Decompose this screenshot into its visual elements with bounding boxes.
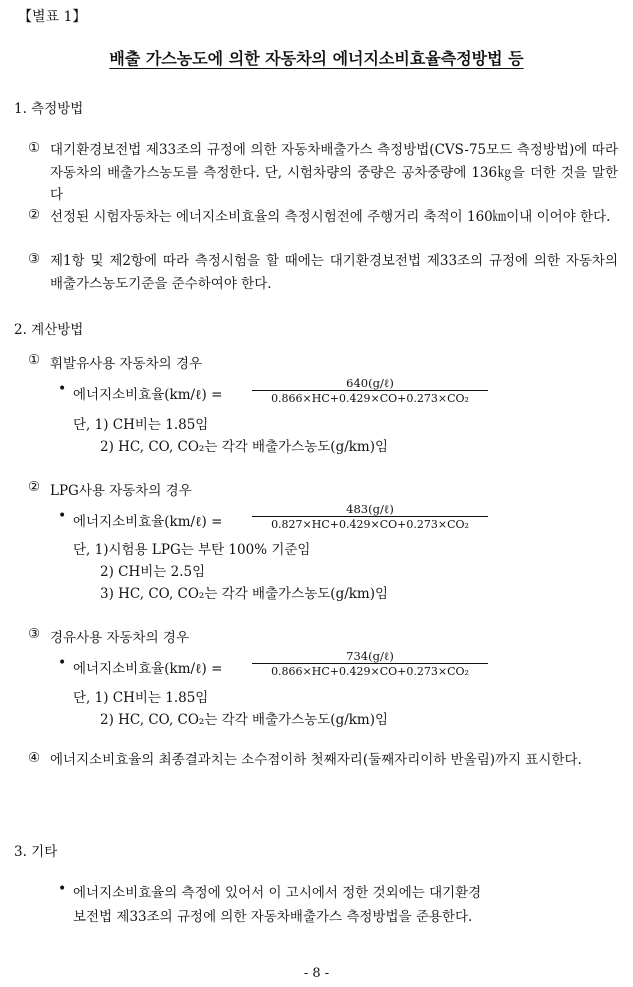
section-2-heading: 2. 계산방법	[14, 322, 84, 338]
fraction-bar	[252, 663, 488, 664]
case-1-note-2: 2) HC, CO, CO₂는 각각 배출가스농도(g/km)임	[100, 439, 389, 455]
case-3-formula-lhs: 에너지소비효율(km/ℓ) =	[73, 661, 223, 677]
case-3-marker: ③	[28, 626, 41, 642]
section-3-heading: 3. 기타	[14, 844, 58, 860]
fraction-bar	[252, 516, 488, 517]
case-3-numerator: 734(g/ℓ)	[346, 649, 394, 663]
case-3-fraction	[252, 649, 488, 679]
document-title: 배출 가스농도에 의한 자동차의 에너지소비효율측정방법 등	[109, 49, 524, 68]
case-3-bullet: •	[58, 655, 67, 671]
section-3-line-2: 보전법 제33조의 규정에 의한 자동차배출가스 측정방법을 준용한다.	[73, 909, 473, 925]
case-2-label: LPG사용 자동차의 경우	[50, 483, 192, 499]
case-3-denominator: 0.866×HC+0.429×CO+0.273×CO₂	[271, 665, 469, 678]
case-1-label: 휘발유사용 자동차의 경우	[50, 356, 203, 372]
item-2-text: 선정된 시험자동차는 에너지소비효율의 측정시험전에 주행거리 축적이 160㎞이내 이어야 한다.	[50, 209, 611, 225]
case-3-note-2: 2) HC, CO, CO₂는 각각 배출가스농도(g/km)임	[100, 712, 389, 728]
case-2-bullet: •	[58, 508, 67, 524]
final-text: 에너지소비효율의 최종결과치는 소수점이하 첫째자리(둘째자리이하 반올림)까지 표시한다.	[50, 752, 582, 768]
case-2-note-2: 2) CH비는 2.5임	[100, 564, 206, 580]
fraction-bar	[252, 390, 488, 391]
case-2-note-1: 단, 1)시험용 LPG는 부탄 100% 기준임	[73, 542, 311, 558]
case-1-formula-lhs: 에너지소비효율(km/ℓ) =	[73, 387, 223, 403]
item-1-text: 대기환경보전법 제33조의 규정에 의한 자동차배출가스 측정방법(CVS-75모드 측정방법)에 따라 자동차의 배출가스농도를 측정한다. 단, 시험차량의 중량은 공차중량에 136㎏을 더한 것을 말한다	[50, 142, 618, 203]
case-3-label: 경유사용 자동차의 경우	[50, 630, 189, 646]
section-1-heading: 1. 측정방법	[14, 101, 84, 117]
item-3-text: 제1항 및 제2항에 따라 측정시험을 할 때에는 대기환경보전법 제33조의 규정에 의한 자동차의 배출가스농도기준을 준수하여야 한다.	[50, 253, 618, 292]
section-3-line-1: 에너지소비효율의 측정에 있어서 이 고시에서 정한 것외에는 대기환경	[73, 885, 482, 901]
item-2-marker: ②	[28, 207, 41, 223]
case-2-formula-lhs: 에너지소비효율(km/ℓ) =	[73, 514, 223, 530]
case-3-note-1: 단, 1) CH비는 1.85임	[73, 690, 209, 706]
case-2-denominator: 0.827×HC+0.429×CO+0.273×CO₂	[271, 518, 469, 531]
final-marker: ④	[28, 750, 41, 766]
case-2-numerator: 483(g/ℓ)	[346, 502, 394, 516]
case-1-numerator: 640(g/ℓ)	[346, 376, 394, 390]
case-1-marker: ①	[28, 352, 41, 368]
item-3-marker: ③	[28, 251, 41, 267]
page-number: - 8 -	[303, 966, 330, 981]
case-2-marker: ②	[28, 479, 41, 495]
case-2-fraction	[252, 502, 488, 532]
item-1-marker: ①	[28, 140, 41, 156]
case-1-note-1: 단, 1) CH비는 1.85임	[73, 417, 209, 433]
case-2-note-3: 3) HC, CO, CO₂는 각각 배출가스농도(g/km)임	[100, 586, 389, 602]
case-1-bullet: •	[58, 381, 67, 397]
case-1-denominator: 0.866×HC+0.429×CO+0.273×CO₂	[271, 392, 469, 405]
attachment-label: 【별표 1】	[18, 9, 87, 25]
case-1-fraction	[252, 376, 488, 406]
section-3-bullet: •	[58, 881, 67, 897]
